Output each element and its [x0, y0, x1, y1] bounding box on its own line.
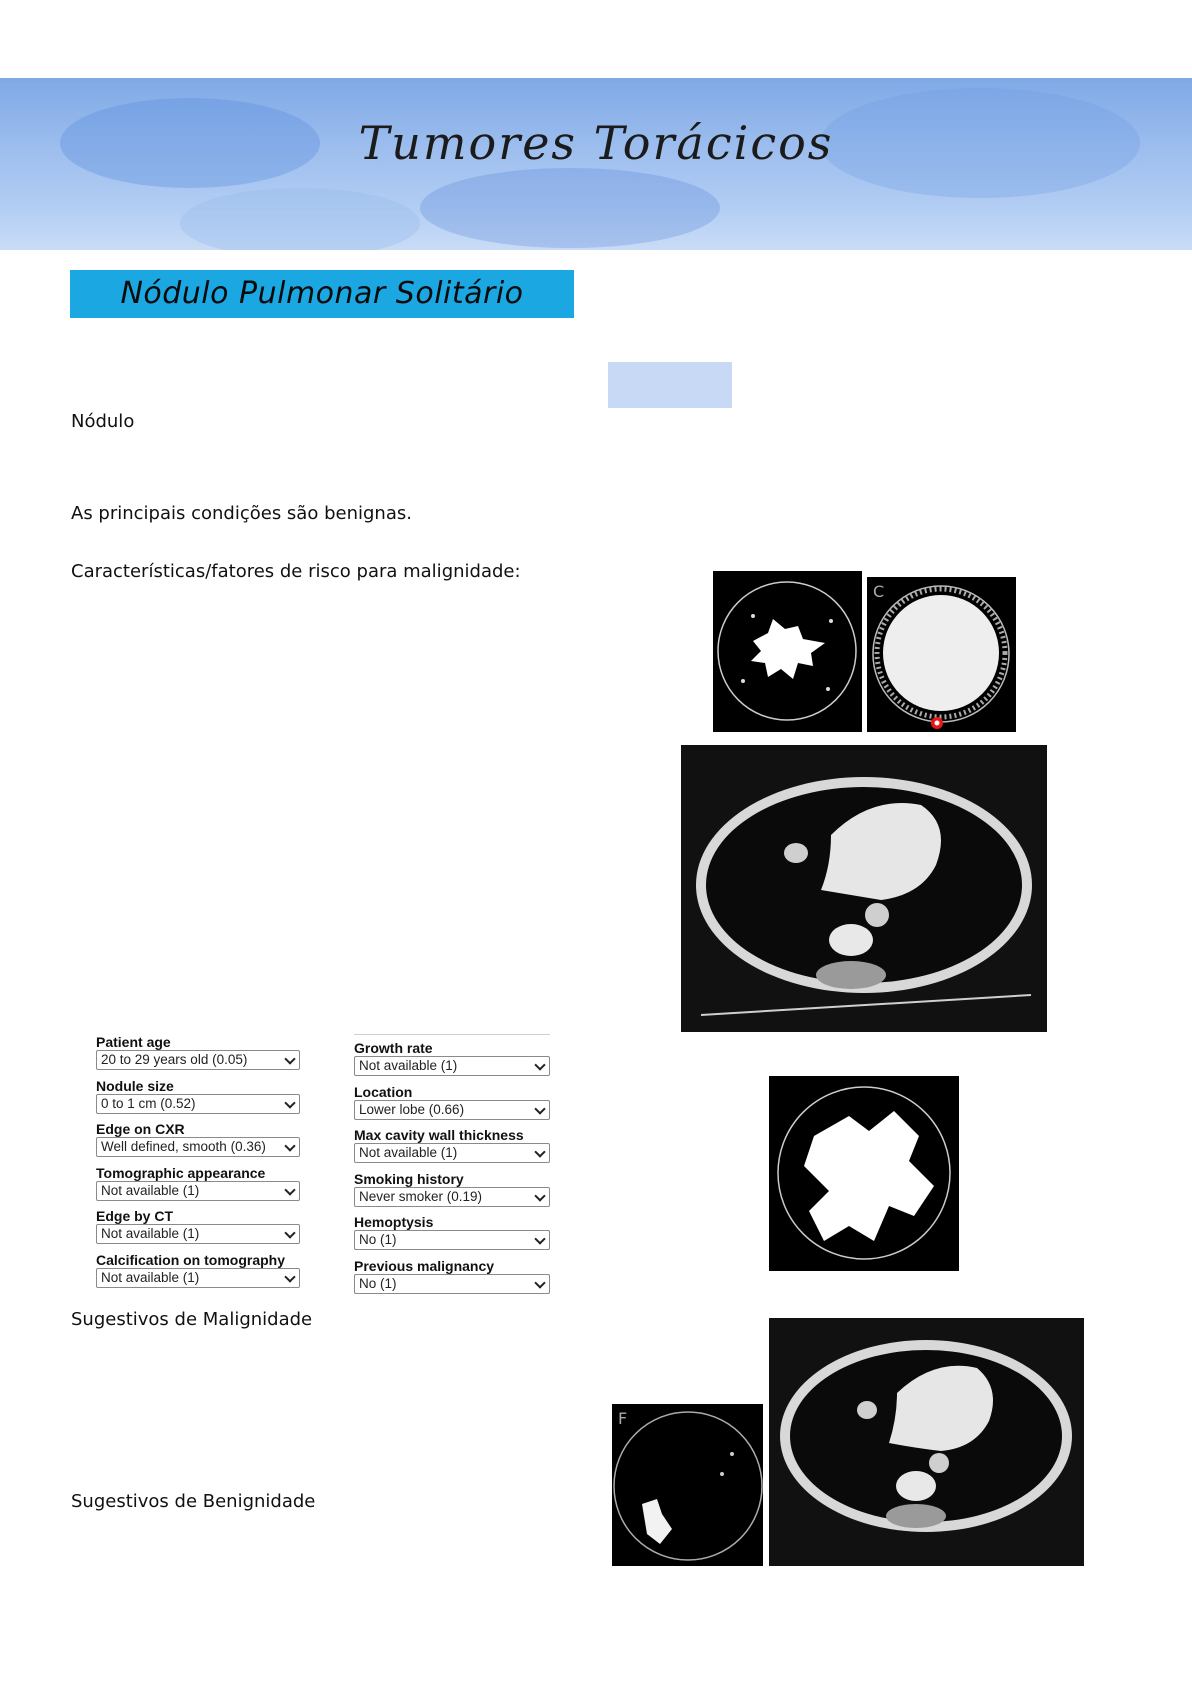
chevron-down-icon [284, 1227, 295, 1238]
chevron-down-icon [534, 1103, 545, 1114]
chevron-down-icon [284, 1140, 295, 1151]
malignancy-calculator [96, 1034, 556, 1290]
chevron-down-icon [284, 1053, 295, 1064]
field-label: Previous malignancy [354, 1257, 495, 1274]
field-select[interactable] [96, 1137, 300, 1157]
field-select[interactable] [354, 1230, 550, 1250]
chevron-down-icon [284, 1184, 295, 1195]
select-value: Not available (1) [101, 1269, 200, 1285]
field-select[interactable] [354, 1056, 550, 1076]
chest-ct-image [681, 745, 1047, 1032]
page-title: Tumores Torácicos [358, 116, 834, 170]
chevron-down-icon [534, 1059, 545, 1070]
header-banner [0, 78, 1192, 250]
large-irregular-nodule-image [769, 1076, 959, 1271]
field-select[interactable] [354, 1100, 550, 1120]
select-value: No (1) [359, 1275, 397, 1291]
field-label: Edge by CT [96, 1208, 174, 1224]
chevron-down-icon [284, 1271, 295, 1282]
select-value: Lower lobe (0.66) [359, 1101, 465, 1117]
select-value: 20 to 29 years old (0.05) [101, 1052, 248, 1067]
malignancy-heading: Sugestivos de Malignidade [71, 1309, 313, 1330]
chest-ct-image-2 [769, 1318, 1084, 1566]
field-label: Growth rate [354, 1040, 433, 1056]
field-label: Calcification on tomography [96, 1251, 286, 1268]
field-select[interactable] [96, 1268, 300, 1288]
select-value: No (1) [359, 1232, 397, 1247]
nodulo-heading: Nódulo [71, 411, 135, 432]
calculator-field [354, 1171, 550, 1215]
calculator-left-column [96, 1034, 300, 1295]
select-value: 0 to 1 cm (0.52) [101, 1095, 196, 1111]
risk-factors-heading: Características/fatores de risco para malignidade: [71, 561, 521, 582]
field-label: Edge on CXR [96, 1121, 185, 1137]
field-label: Location [354, 1083, 413, 1100]
select-value: Not available (1) [359, 1145, 458, 1160]
field-label: Smoking history [354, 1170, 464, 1187]
calculator-field [96, 1208, 300, 1252]
peripheral-nodule-image [612, 1404, 763, 1566]
calculator-field [96, 1034, 300, 1078]
field-select[interactable] [96, 1050, 300, 1070]
calculator-field [354, 1127, 550, 1171]
panel-f-letter: F [618, 1409, 628, 1428]
calculator-field [96, 1165, 300, 1209]
field-label: Tomographic appearance [96, 1164, 266, 1181]
field-select[interactable] [354, 1187, 550, 1207]
section-title-bar [70, 270, 574, 318]
calculator-field [354, 1258, 550, 1302]
highlight-box [608, 362, 732, 408]
select-value: Not available (1) [101, 1182, 200, 1198]
panel-c-letter: C [873, 582, 885, 601]
chevron-down-icon [284, 1097, 295, 1108]
field-select[interactable] [354, 1274, 550, 1294]
field-label: Nodule size [96, 1077, 174, 1094]
spiculated-nodule-image [713, 571, 862, 732]
calculator-field [96, 1121, 300, 1165]
calculator-field [96, 1252, 300, 1296]
chevron-down-icon [534, 1146, 545, 1157]
calculator-field [354, 1214, 550, 1258]
calculator-field [96, 1078, 300, 1122]
select-value: Not available (1) [359, 1058, 458, 1073]
benign-statement: As principais condições são benignas. [71, 503, 412, 524]
select-value: Never smoker (0.19) [359, 1188, 483, 1204]
field-select[interactable] [354, 1143, 550, 1163]
calculator-field [354, 1084, 550, 1128]
chevron-down-icon [534, 1190, 545, 1201]
benignity-heading: Sugestivos de Benignidade [71, 1491, 316, 1512]
field-select[interactable] [96, 1181, 300, 1201]
field-select[interactable] [96, 1094, 300, 1114]
chevron-down-icon [534, 1277, 545, 1288]
field-select[interactable] [96, 1224, 300, 1244]
chevron-down-icon [534, 1233, 545, 1244]
calculator-field [354, 1040, 550, 1084]
calculator-right-column [354, 1034, 550, 1301]
select-value: Not available (1) [101, 1226, 200, 1241]
select-value: Well defined, smooth (0.36) [101, 1139, 266, 1154]
field-label: Patient age [96, 1034, 171, 1050]
ground-glass-nodule-image [867, 577, 1016, 732]
field-label: Hemoptysis [354, 1214, 434, 1230]
section-title: Nódulo Pulmonar Solitário [120, 276, 524, 311]
field-label: Max cavity wall thickness [354, 1127, 524, 1143]
